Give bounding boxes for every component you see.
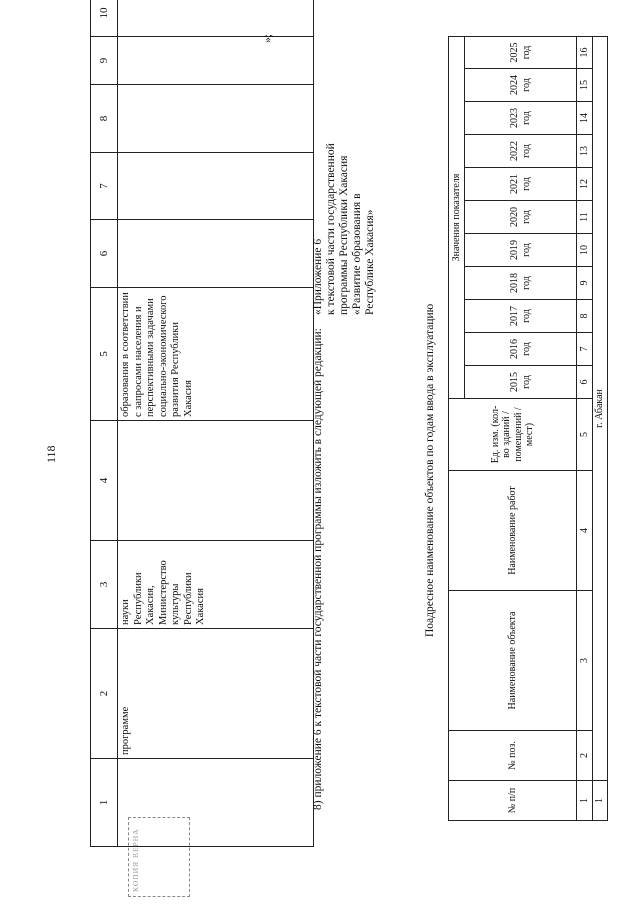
year-2018: 2018 год <box>465 267 577 300</box>
col-6: 6 <box>91 220 118 288</box>
year-2025: 2025 год <box>465 36 577 68</box>
col-4: 4 <box>91 421 118 541</box>
index-cell: 14 <box>577 102 593 135</box>
year-2016: 2016 год <box>465 333 577 366</box>
cell-c9 <box>118 37 314 85</box>
index-cell: 9 <box>577 267 593 300</box>
col-2: 2 <box>91 629 118 759</box>
instruction-line: 8) приложение 6 к текстовой части государственной программы изложить в следующей редакции: <box>312 328 324 810</box>
cell-c8 <box>118 85 314 153</box>
index-cell: 10 <box>577 234 593 267</box>
index-cell: 3 <box>577 591 593 731</box>
appendix-heading <box>312 15 377 315</box>
year-2015: 2015 год <box>465 366 577 399</box>
cell-c5: образования в соответствии с запросами населения и перспективными задачами социально-экономического развития Республики Хакасия <box>118 288 314 421</box>
col-8: 8 <box>91 85 118 153</box>
index-cell: 8 <box>577 300 593 333</box>
city-row <box>593 36 608 820</box>
index-cell: 1 <box>577 781 593 821</box>
year-2019: 2019 год <box>465 234 577 267</box>
col-3: 3 <box>91 541 118 629</box>
header-unit: Ед. изм. (кол-во зданий / помещений / мест) <box>449 399 577 471</box>
col-10: 10 <box>91 0 118 37</box>
index-cell: 11 <box>577 201 593 234</box>
closing-mark: »; <box>262 34 274 43</box>
year-2022: 2022 год <box>465 135 577 168</box>
row-number: 1 <box>593 781 608 821</box>
index-cell: 2 <box>577 731 593 781</box>
col-9: 9 <box>91 37 118 85</box>
index-cell: 4 <box>577 471 593 591</box>
table-row <box>118 0 314 847</box>
cell-c10 <box>118 0 314 37</box>
year-2024: 2024 год <box>465 69 577 102</box>
cell-c2: программе <box>118 629 314 759</box>
index-cell: 13 <box>577 135 593 168</box>
certification-stamp: КОПИЯ ВЕРНА <box>128 817 190 897</box>
cell-c3: науки Республики Хакасия, Министерство культуры Республики Хакасия <box>118 541 314 629</box>
bottom-title: Поадресное наименование объектов по годам ввода в эксплуатацию <box>424 303 436 637</box>
appendix-line: Республике Хакасия» <box>364 209 376 315</box>
year-2023: 2023 год <box>465 102 577 135</box>
cell-c4 <box>118 421 314 541</box>
index-cell: 7 <box>577 333 593 366</box>
year-2020: 2020 год <box>465 201 577 234</box>
year-2017: 2017 год <box>465 300 577 333</box>
col-1: 1 <box>91 759 118 847</box>
header-values-group: Значения показателя <box>449 36 465 398</box>
year-2021: 2021 год <box>465 168 577 201</box>
continuation-table <box>90 0 314 847</box>
header-row-group <box>449 36 465 820</box>
header-num: № п/п <box>449 781 577 821</box>
header-object: Наименование объекта <box>449 591 577 731</box>
appendix-line: «Приложение 6 <box>312 238 324 315</box>
city-label: г. Абакан <box>593 36 608 780</box>
page-number: 118 <box>44 445 58 463</box>
appendix-line: к текстовой части государственной <box>325 143 337 315</box>
appendix-line: «Развитие образования в <box>351 193 363 315</box>
cell-c6 <box>118 220 314 288</box>
objects-table <box>448 36 608 821</box>
column-number-row <box>91 0 118 847</box>
index-cell: 6 <box>577 366 593 399</box>
index-cell: 15 <box>577 69 593 102</box>
index-cell: 16 <box>577 36 593 68</box>
index-row <box>577 36 593 820</box>
header-works: Наименование работ <box>449 471 577 591</box>
header-pos: № поз. <box>449 731 577 781</box>
index-cell: 5 <box>577 399 593 471</box>
appendix-line: программы Республики Хакасия <box>338 155 350 315</box>
col-5: 5 <box>91 288 118 421</box>
col-7: 7 <box>91 153 118 220</box>
cell-c7 <box>118 153 314 220</box>
index-cell: 12 <box>577 168 593 201</box>
